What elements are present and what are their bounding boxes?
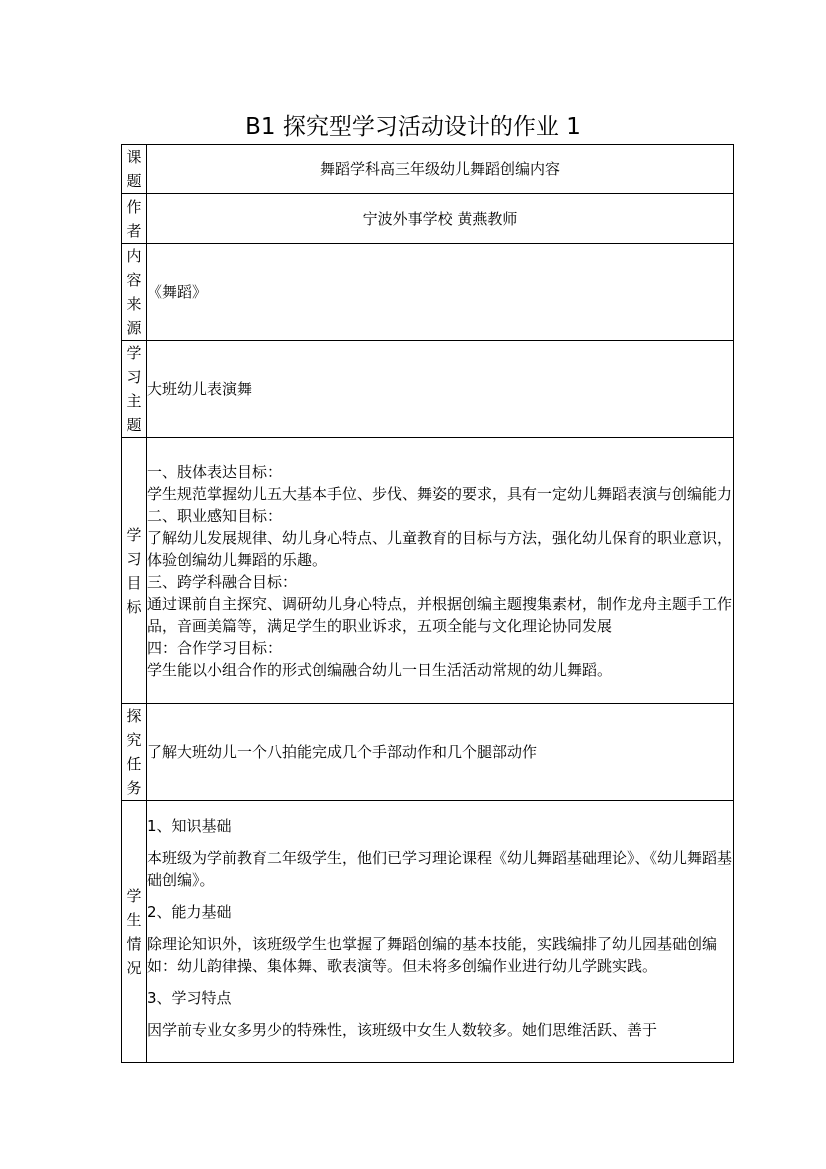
row-task	[122, 704, 734, 801]
label-theme: 学 习 主 题	[122, 341, 147, 438]
value-task: 了解大班幼儿一个八拍能完成几个手部动作和几个腿部动作	[147, 704, 734, 801]
value-goals	[147, 438, 734, 704]
document-title: B1 探究型学习活动设计的作业 1	[245, 114, 581, 140]
section-body: 本班级为学前教育二年级学生，他们已学习理论课程《幼儿舞蹈基础理论》、《幼儿舞蹈基础创编》。	[147, 849, 733, 889]
section-body: 因学前专业女多男少的特殊性，该班级中女生人数较多。她们思维活跃、善于	[147, 1021, 658, 1039]
value-situation	[147, 801, 734, 1063]
row-situation	[122, 801, 734, 1063]
goal-line: 了解幼儿发展规律、幼儿身心特点、儿童教育的目标与方法，强化幼儿保育的职业意识，体验创编幼儿舞蹈的乐趣。	[147, 528, 733, 569]
goal-line: 学生能以小组合作的形式创编融合幼儿一日生活活动常规的幼儿舞蹈。	[147, 660, 613, 679]
value-author: 宁波外事学校 黄燕教师	[147, 194, 734, 244]
section-heading: 1、知识基础	[147, 817, 232, 835]
value-topic: 舞蹈学科高三年级幼儿舞蹈创编内容	[147, 145, 734, 194]
label-source: 内 容 来 源	[122, 244, 147, 341]
row-author	[122, 194, 734, 244]
label-topic: 课 题	[122, 145, 147, 194]
label-situation: 学 生 情 况	[122, 801, 147, 1063]
value-source: 《舞蹈》	[147, 244, 734, 341]
goal-line: 通过课前自主探究、调研幼儿身心特点，并根据创编主题搜集素材，制作龙舟主题手工作品，音画美篇等，满足学生的职业诉求，五项全能与文化理论协同发展	[147, 594, 733, 635]
label-goals: 学 习 目 标	[122, 438, 147, 704]
goal-line: 三、跨学科融合目标：	[147, 572, 298, 591]
row-theme	[122, 341, 734, 438]
goal-line: 学生规范掌握幼儿五大基本手位、步伐、舞姿的要求，具有一定幼儿舞蹈表演与创编能力	[147, 484, 733, 503]
label-author: 作 者	[122, 194, 147, 244]
row-topic	[122, 145, 734, 194]
value-theme: 大班幼儿表演舞	[147, 341, 734, 438]
row-source	[122, 244, 734, 341]
label-task: 探 究 任 务	[122, 704, 147, 801]
goal-line: 二、职业感知目标：	[147, 506, 283, 525]
section-heading: 3、学习特点	[147, 989, 232, 1007]
section-body: 除理论知识外，该班级学生也掌握了舞蹈创编的基本技能，实践编排了幼儿园基础创编如：幼儿韵律操、集体舞、歌表演等。但未将多创编作业进行幼儿学跳实践。	[147, 935, 718, 975]
goal-line: 一、肢体表达目标：	[147, 462, 283, 481]
goal-line: 四：合作学习目标：	[147, 638, 283, 657]
section-heading: 2、能力基础	[147, 903, 232, 921]
row-goals	[122, 438, 734, 704]
activity-design-table	[121, 144, 734, 1063]
